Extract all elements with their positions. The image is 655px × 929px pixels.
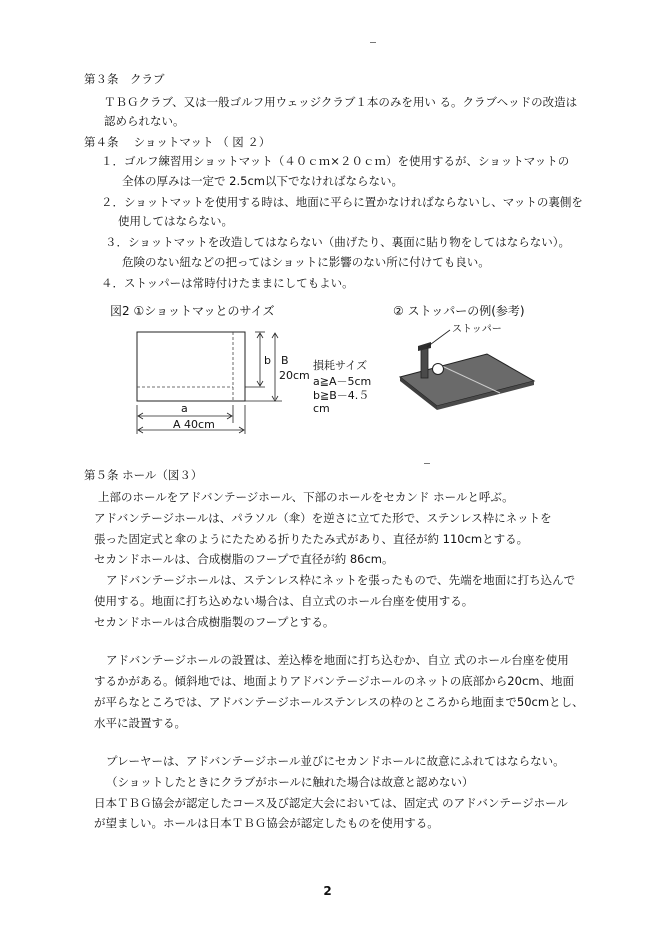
article-5-text: プレーヤーは、アドバンテージホール並びにセカンドホールに故意にふれてはならない。 bbox=[106, 754, 565, 768]
article-5-text: アドバンテージホールは、ステンレス枠にネットを張ったもので、先端を地面に打ち込んで bbox=[106, 573, 576, 587]
article-5-text: するかがある。傾斜地では、地面よりアドバンテージホールのネットの底部から20cm、地面 bbox=[94, 674, 574, 688]
label-20cm: 20cm bbox=[279, 369, 310, 382]
article-5-text: （ショットしたときにクラブがホールに触れた場合は故意と認めない） bbox=[106, 775, 474, 789]
article-3-text: ＴＢＧクラブ、又は一般ゴルフ用ウェッジクラブ１本のみを用い る。クラブヘッドの改造は bbox=[104, 95, 578, 109]
article-4-item: ３．ショットマットを改造してはならない（曲げたり、裏面に貼り物をしてはならない）。 bbox=[105, 235, 571, 249]
article-3-heading: 第３条 クラブ bbox=[84, 72, 165, 86]
article-5-text: 水平に設置する。 bbox=[94, 716, 186, 730]
label-B: B bbox=[281, 354, 289, 367]
article-5-text: アドバンテージホールは、パラソル（傘）を逆さに立てた形で、ステンレス枠にネットを bbox=[94, 511, 552, 525]
page-number: 2 bbox=[323, 884, 332, 898]
article-5-text: 張った固定式と傘のようにたためる折りたたみ式があり、直径が約 110cmとする。 bbox=[94, 532, 529, 546]
stopper-label: ストッパー bbox=[452, 324, 502, 335]
wear-size-line: b≧B－4.５ bbox=[313, 389, 370, 402]
article-4-item: ４．ストッパーは常時付けたままにしてもよい。 bbox=[101, 276, 354, 290]
article-4-item: １．ゴルフ練習用ショットマット（４０ｃｍ×２０ｃｍ）を使用するが、ショットマットの bbox=[101, 154, 570, 168]
label-a: a bbox=[181, 402, 188, 415]
article-3-text: 認められない。 bbox=[104, 114, 185, 128]
stopper-illustration bbox=[400, 330, 534, 410]
article-5-text: 上部のホールをアドバンテージホール、下部のホールをセカンド ホールと呼ぶ。 bbox=[98, 490, 514, 504]
scan-mark bbox=[424, 463, 430, 464]
article-4-item: 全体の厚みは一定で 2.5cm以下でなければならない。 bbox=[122, 174, 403, 188]
label-b: b bbox=[264, 354, 271, 367]
article-5-text: が望ましい。ホールは日本ＴＢＧ協会が認定したものを使用する。 bbox=[94, 816, 439, 830]
article-5-text: セカンドホールは、合成樹脂のフープで直径が約 86cm。 bbox=[94, 552, 394, 566]
wear-size-title: 損耗サイズ bbox=[313, 359, 368, 372]
label-A: A 40cm bbox=[173, 418, 215, 431]
article-4-item: ２．ショットマットを使用する時は、地面に平らに置かなければならないし、マットの裏側を bbox=[101, 195, 583, 209]
figure-2 bbox=[80, 303, 580, 453]
wear-size-line: a≧A－5cm bbox=[313, 375, 372, 388]
stopper-title: ② ストッパーの例(参考) bbox=[393, 304, 525, 318]
article-4-heading: 第４条 ショットマット （ 図 ２） bbox=[84, 135, 271, 149]
article-5-text: 使用する。地面に打ち込めない場合は、自立式のホール台座を使用する。 bbox=[94, 594, 474, 608]
article-4-item: 使用してはならない。 bbox=[118, 214, 233, 228]
article-5-text: 日本ＴＢＧ協会が認定したコース及び認定大会においては、固定式 のアドバンテージホール bbox=[94, 796, 568, 810]
article-5-text: が平らなところでは、アドバンテージホールステンレスの枠のところから地面まで50cmとし、 bbox=[94, 695, 584, 709]
article-5-heading: 第５条 ホール（図３） bbox=[84, 468, 203, 482]
scan-mark bbox=[370, 42, 376, 43]
figure-2-title: 図2 ①ショットマッとのサイズ bbox=[110, 304, 275, 318]
article-5-text: セカンドホールは合成樹脂製のフープとする。 bbox=[94, 615, 335, 629]
wear-size-line: cm bbox=[313, 402, 330, 415]
article-4-item: 危険のない紐などの把ってはショットに影響のない所に付けても良い。 bbox=[122, 255, 490, 269]
article-5-text: アドバンテージホールの設置は、差込棒を地面に打ち込むか、自立 式のホール台座を使用 bbox=[106, 653, 569, 667]
